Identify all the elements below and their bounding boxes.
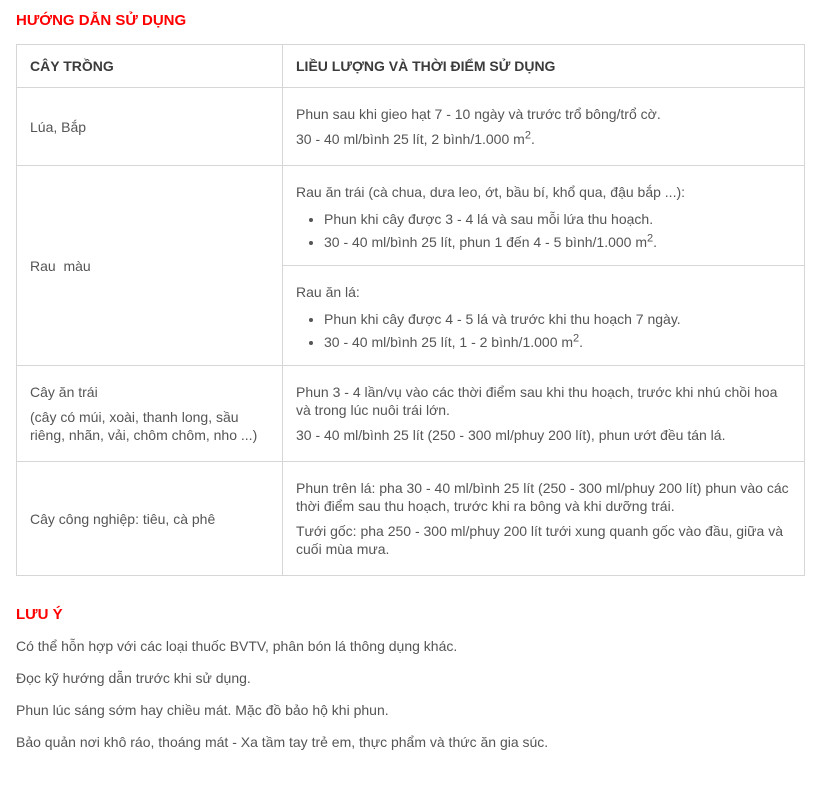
dosage-text-end: . xyxy=(530,131,535,147)
table-row-vegetables-fruit xyxy=(17,166,805,266)
dosage-line: 30 - 40 ml/bình 25 lít (250 - 300 ml/phuy 200 lít), phun ướt đều tán lá. xyxy=(296,427,726,443)
note-item: Phun lúc sáng sớm hay chiều mát. Mặc đồ bảo hộ khi phun. xyxy=(16,702,389,718)
dosage-cell-rice-corn xyxy=(283,88,805,166)
table-header-row xyxy=(17,45,805,88)
superscript: 2 xyxy=(573,332,580,345)
crop-cell-vegetables: Rau màu xyxy=(17,166,283,366)
dosage-bullet-list xyxy=(296,209,791,252)
dosage-text: 30 - 40 ml/bình 25 lít, phun 1 đến 4 - 5 bình/1.000 m xyxy=(324,234,647,250)
table-row-rice-corn xyxy=(17,88,805,166)
dosage-text: 30 - 40 ml/bình 25 lít, 1 - 2 bình/1.000 m xyxy=(324,334,574,350)
column-header-crop: CÂY TRỒNG xyxy=(17,45,283,88)
dosage-line: Rau ăn trái (cà chua, dưa leo, ớt, bầu bí, khổ qua, đậu bắp ...): xyxy=(296,184,686,200)
dosage-line: Rau ăn lá: xyxy=(296,284,360,300)
note-item: Bảo quản nơi khô ráo, thoáng mát - Xa tầm tay trẻ em, thực phẩm và thức ăn gia súc. xyxy=(16,734,549,750)
note-item: Có thể hỗn hợp với các loại thuốc BVTV, phân bón lá thông dụng khác. xyxy=(16,638,458,654)
dosage-cell-fruit-vegetables xyxy=(283,166,805,266)
dosage-bullet: • Phun khi cây được 4 - 5 lá và trước khi thu hoạch 7 ngày. xyxy=(324,309,791,329)
dosage-cell-fruit-trees xyxy=(283,366,805,462)
usage-section-title: HƯỚNG DẪN SỬ DỤNG xyxy=(16,12,187,29)
dosage-line: Phun 3 - 4 lần/vụ vào các thời điểm sau khi thu hoạch, trước khi nhú chồi hoa và trong lúc nuôi trái lớn. xyxy=(296,384,778,418)
notes-section-title: LƯU Ý xyxy=(16,606,63,623)
crop-cell-industrial: Cây công nghiệp: tiêu, cà phê xyxy=(17,462,283,576)
dosage-text-end: . xyxy=(579,334,584,350)
dosage-text: 30 - 40 ml/bình 25 lít, 2 bình/1.000 m xyxy=(296,131,525,147)
dosage-bullet: • Phun khi cây được 3 - 4 lá và sau mỗi lứa thu hoạch. xyxy=(324,209,791,229)
column-header-dosage: LIỀU LƯỢNG VÀ THỜI ĐIỂM SỬ DỤNG xyxy=(283,45,805,88)
dosage-bullet-list xyxy=(296,309,791,352)
superscript: 2 xyxy=(524,129,531,142)
note-item: Đọc kỹ hướng dẫn trước khi sử dụng. xyxy=(16,670,251,686)
superscript: 2 xyxy=(647,232,654,245)
table-row-industrial xyxy=(17,462,805,576)
dosage-line: Phun trên lá: pha 30 - 40 ml/bình 25 lít (250 - 300 ml/phuy 200 lít) phun vào các thời điểm sau thu hoạch, trước khi ra bông và khi dưỡng trái. xyxy=(296,480,789,514)
crop-cell-fruit-trees xyxy=(17,366,283,462)
dosage-cell-leaf-vegetables xyxy=(283,266,805,366)
crop-cell-rice-corn: Lúa, Bắp xyxy=(17,88,283,166)
dosage-bullet xyxy=(324,232,791,252)
dosage-line: Tưới gốc: pha 250 - 300 ml/phuy 200 lít tưới xung quanh gốc vào đầu, giữa và cuối mùa mưa. xyxy=(296,523,783,557)
dosage-text-end: . xyxy=(653,234,658,250)
usage-table xyxy=(16,44,805,576)
crop-name: Cây ăn trái xyxy=(30,384,98,400)
dosage-bullet xyxy=(324,332,791,352)
dosage-line xyxy=(296,130,791,148)
dosage-cell-industrial xyxy=(283,462,805,576)
dosage-line: Phun sau khi gieo hạt 7 - 10 ngày và trước trổ bông/trổ cờ. xyxy=(296,106,661,122)
table-row-fruit-trees xyxy=(17,366,805,462)
crop-examples: (cây có múi, xoài, thanh long, sầu riêng, nhãn, vải, chôm chôm, nho ...) xyxy=(30,409,258,443)
